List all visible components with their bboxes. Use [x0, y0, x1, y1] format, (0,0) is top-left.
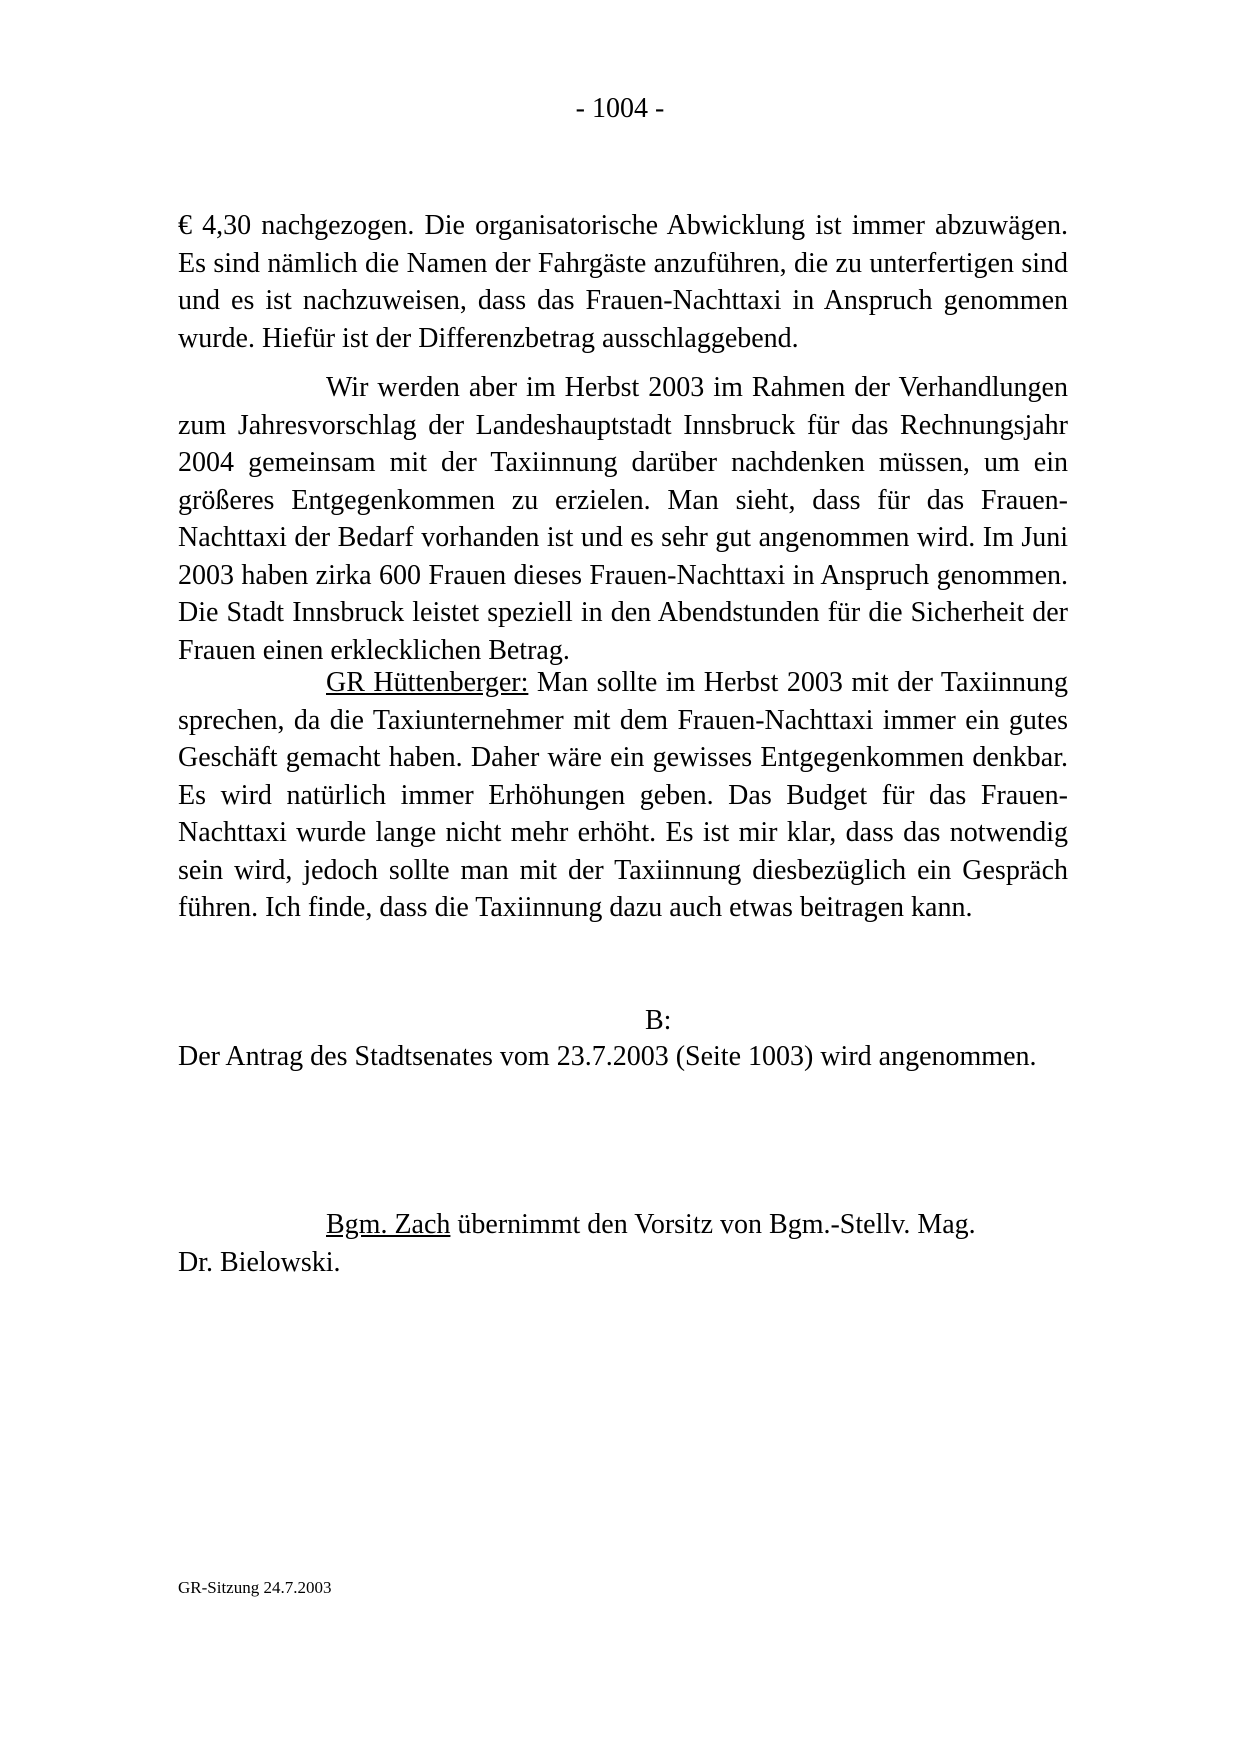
paragraph-statement-text: Wir werden aber im Herbst 2003 im Rahmen der Verhandlungen zum Jahresvorschlag der Landeshauptstadt Innsbruck für das Rechnungsjahr 2004 gemeinsam mit der Taxiinnung darüber nachdenken müssen, um ein größeres Entgegenkommen zu erzielen. Man sieht, dass für das Frauen-Nachttaxi der Bedarf vorhanden ist und es sehr gut angenommen wird. Im Juni 2003 haben zirka 600 Frauen dieses Frauen-Nachttaxi in Anspruch genommen. Die Stadt Innsbruck leistet speziell in den Abendstunden für die Sicherheit der Frauen einen erklecklichen Betrag. — [178, 372, 1068, 666]
section-heading-b: B: — [645, 1005, 672, 1036]
paragraph-huettenberger — [178, 664, 1068, 927]
speaker-name-zach: Bgm. Zach — [326, 1209, 451, 1240]
chair-change-note — [178, 1206, 1068, 1281]
resolution-text: Der Antrag des Stadtsenates vom 23.7.2003 (Seite 1003) wird angenommen. — [178, 1041, 1037, 1072]
paragraph-statement — [178, 369, 1068, 669]
chair-change-line2: Dr. Bielowski. — [178, 1246, 341, 1278]
page-number: - 1004 - — [575, 93, 665, 124]
paragraph-continuation: € 4,30 nachgezogen. Die organisatorische Abwicklung ist immer abzuwägen. Es sind nämlich die Namen der Fahrgäste anzuführen, die zu unterfertigen sind und es ist nachzuweisen, dass das Frauen-Nachttaxi in Anspruch genommen wurde. Hiefür ist der Differenzbetrag ausschlaggebend. — [178, 210, 1068, 354]
chair-change-line1: übernimmt den Vorsitz von Bgm.-Stellv. Mag. — [457, 1209, 976, 1240]
speaker-text: Man sollte im Herbst 2003 mit der Taxiinnung sprechen, da die Taxiunternehmer mit dem Frauen-Nachttaxi immer ein gutes Geschäft gemacht haben. Daher wäre ein gewisses Entgegenkommen denkbar. Es wird natürlich immer Erhöhungen geben. Das Budget für das Frauen-Nachttaxi wurde lange nicht mehr erhöht. Es ist mir klar, dass das notwendig sein wird, jedoch sollte man mit der Taxiinnung diesbezüglich ein Gespräch führen. Ich finde, dass die Taxiinnung dazu auch etwas beitragen kann. — [178, 667, 1068, 923]
footer-session-date: GR-Sitzung 24.7.2003 — [178, 1578, 332, 1597]
speaker-name: GR Hüttenberger: — [326, 667, 529, 698]
